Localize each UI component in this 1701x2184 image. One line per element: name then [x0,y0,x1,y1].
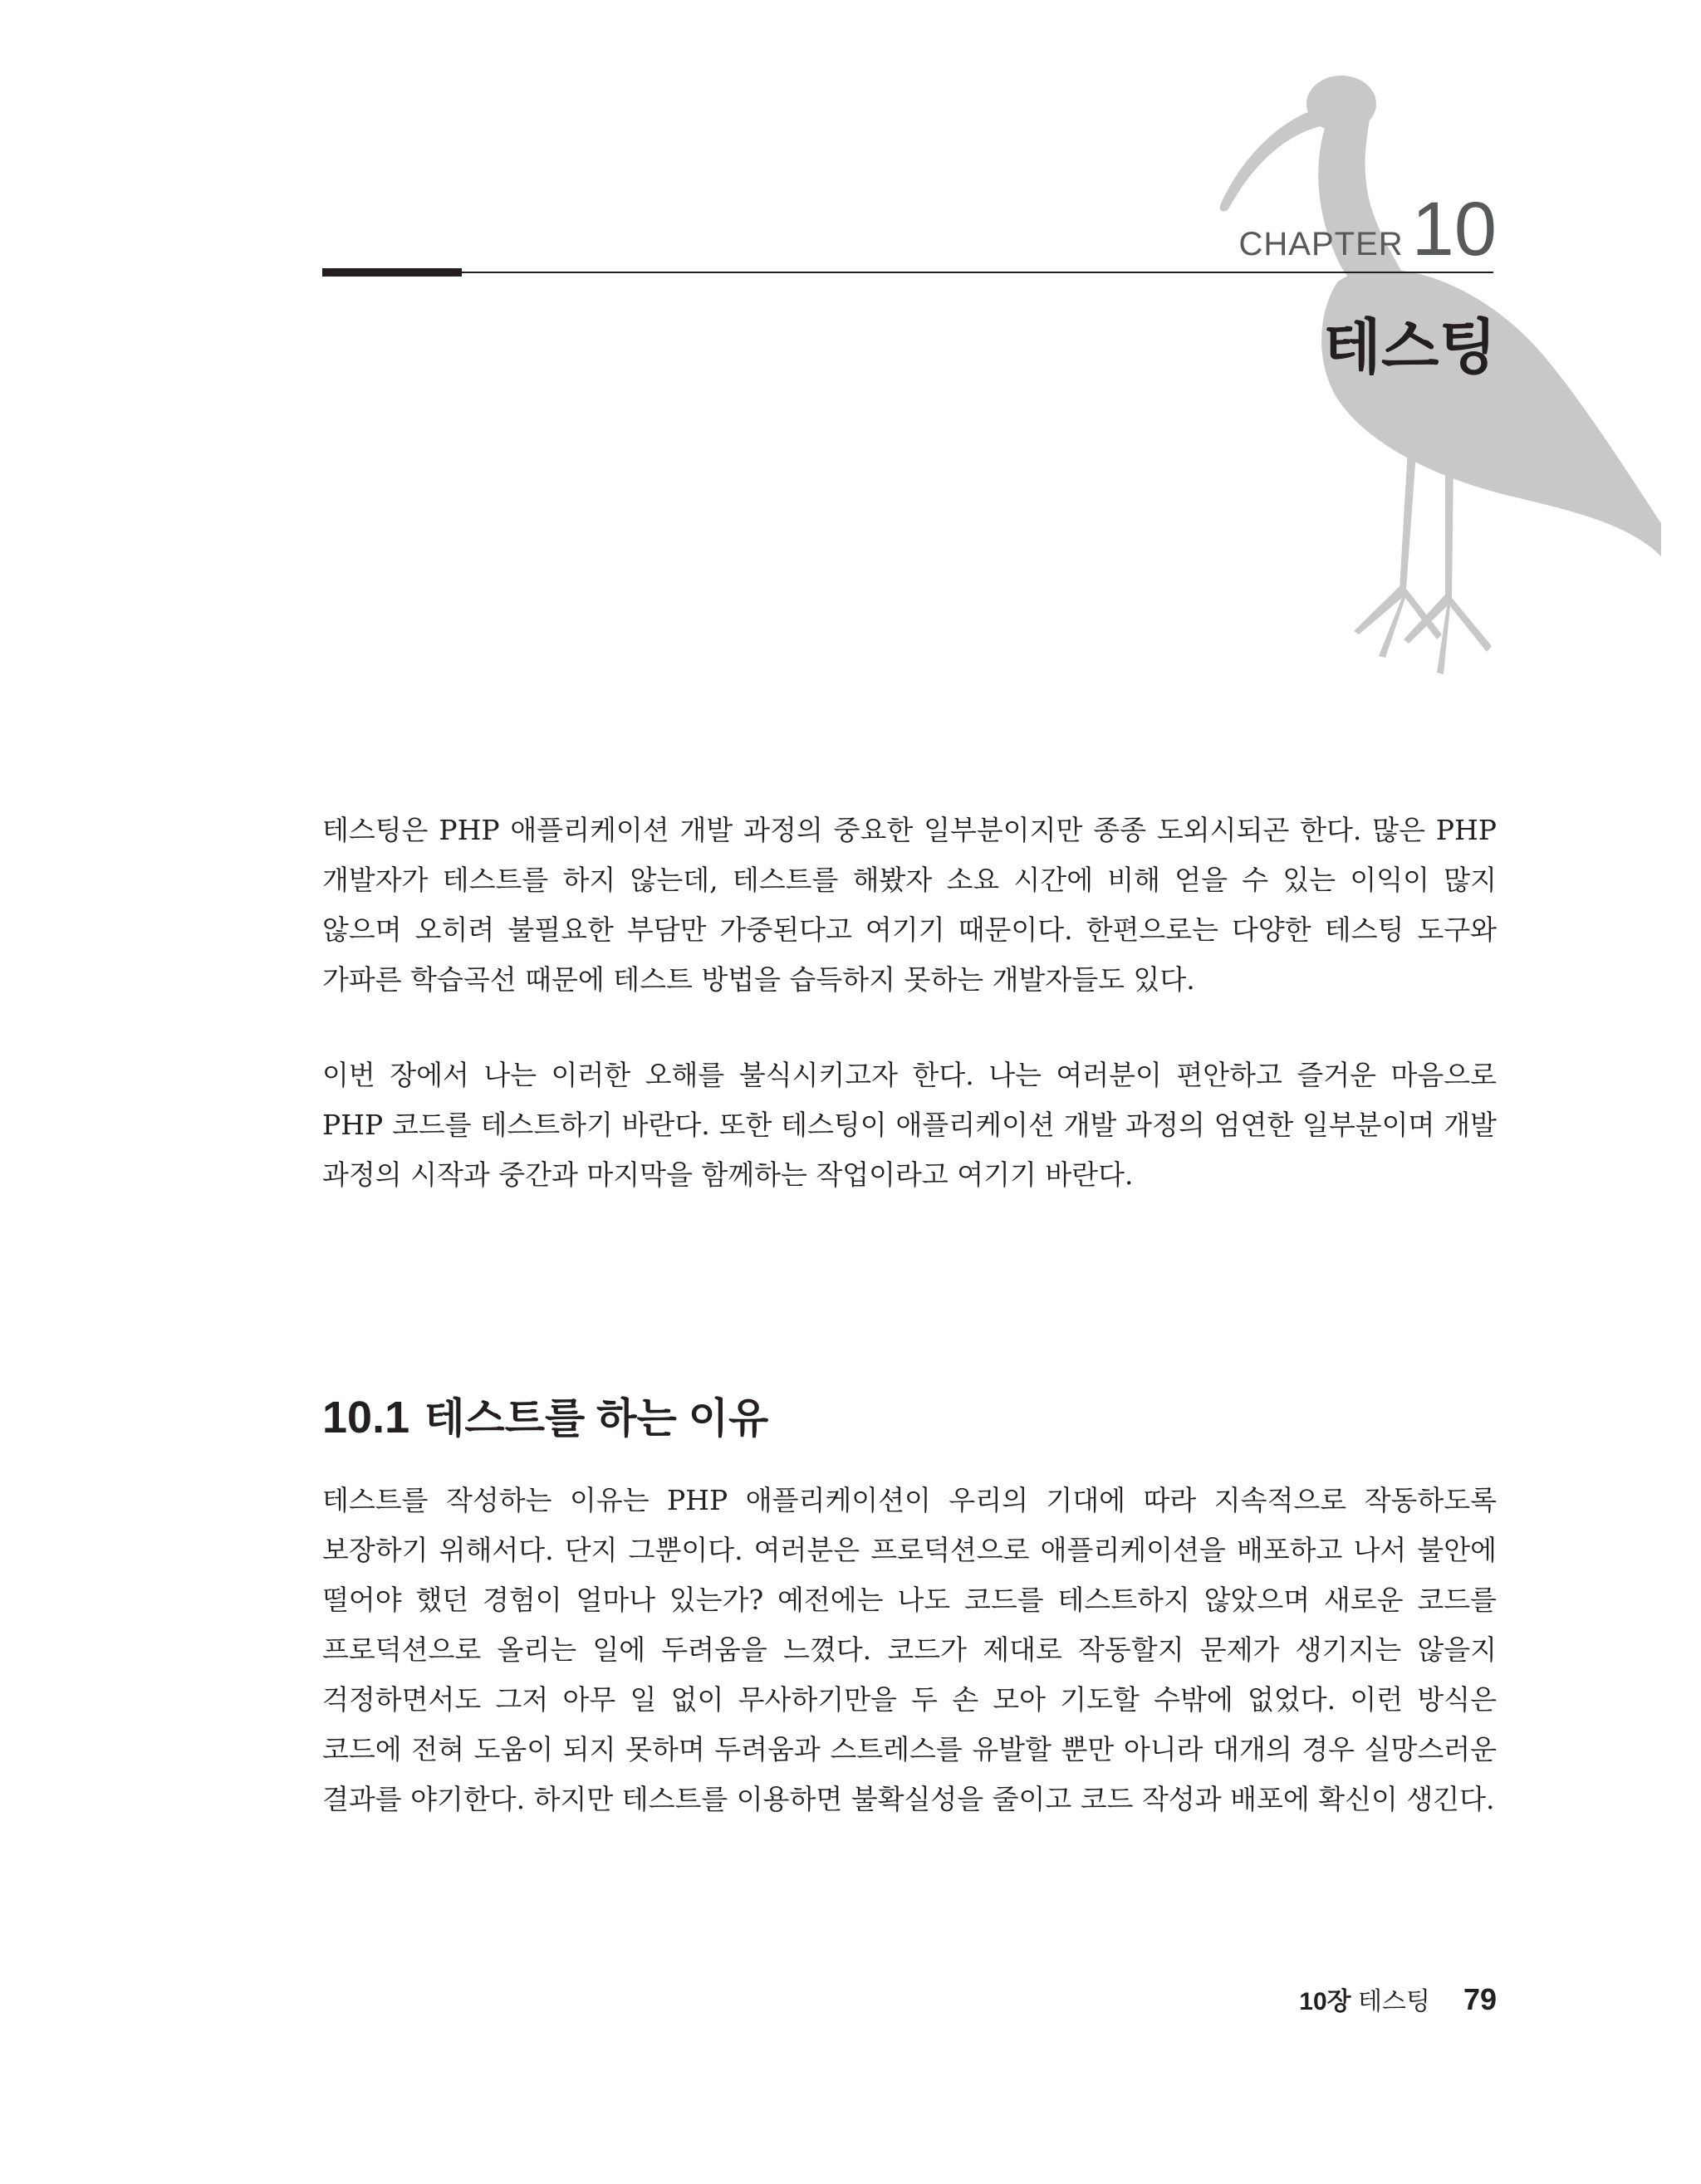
page-number: 79 [1463,1982,1497,2016]
intro-paragraph-2: 이번 장에서 나는 이러한 오해를 불식시키고자 한다. 나는 여러분이 편안하고 즐거운 마음으로 PHP 코드를 테스트하기 바란다. 또한 테스팅이 애플리케이션 개발 과정의 엄연한 일부분이며 개발 과정의 시작과 중간과 마지막을 함께하는 작업이라고 여기기 바란다. [322,1059,1497,1191]
header-rule [322,272,1493,273]
chapter-word: CHAPTER [1238,226,1404,262]
chapter-number: 10 [1411,187,1497,272]
intro-paragraph-1: 테스팅은 PHP 애플리케이션 개발 과정의 중요한 일부분이지만 종종 도외시되곤 한다. 많은 PHP 개발자가 테스트를 하지 않는데, 테스트를 해봤자 소요 시간에 비해 얻을 수 있는 이익이 많지 않으며 오히려 불필요한 부담만 가중된다고 여기기 때문이다. 한편으로는 다양한 테스팅 도구와 가파른 학습곡선 때문에 테스트 방법을 습득하지 못하는 개발자들도 있다. [322,814,1497,996]
footer-chapter-title: 테스팅 [1358,1988,1430,2015]
chapter-label [1238,187,1497,272]
page-footer [1299,1981,1497,2017]
section-heading [322,1385,768,1445]
header-rule-accent [322,268,462,277]
footer-chapter-ref: 10장 [1299,1988,1351,2015]
section-paragraph: 테스트를 작성하는 이유는 PHP 애플리케이션이 우리의 기대에 따라 지속적으로 작동하도록 보장하기 위해서다. 단지 그뿐이다. 여러분은 프로덕션으로 애플리케이션을 배포하고 나서 불안에 떨어야 했던 경험이 얼마나 있는가? 예전에는 나도 코드를 테스트하지 않았으며 새로운 코드를 프로덕션으로 올리는 일에 두려움을 느꼈다. 코드가 제대로 작동할지 문제가 생기지는 않을지 걱정하면서도 그저 아무 일 없이 무사하기만을 두 손 모아 기도할 수밖에 없었다. 이런 방식은 코드에 전혀 도움이 되지 못하며 두려움과 스트레스를 유발할 뿐만 아니라 대개의 경우 실망스러운 결과를 야기한다. 하지만 테스트를 이용하면 불확실성을 줄이고 코드 작성과 배포에 확신이 생긴다. [322,1484,1497,1815]
running-footer [1299,1981,1430,2017]
section-title: 테스트를 하는 이유 [424,1395,769,1442]
section-number: 10.1 [322,1393,410,1442]
chapter-title: 테스팅 [1323,315,1497,381]
